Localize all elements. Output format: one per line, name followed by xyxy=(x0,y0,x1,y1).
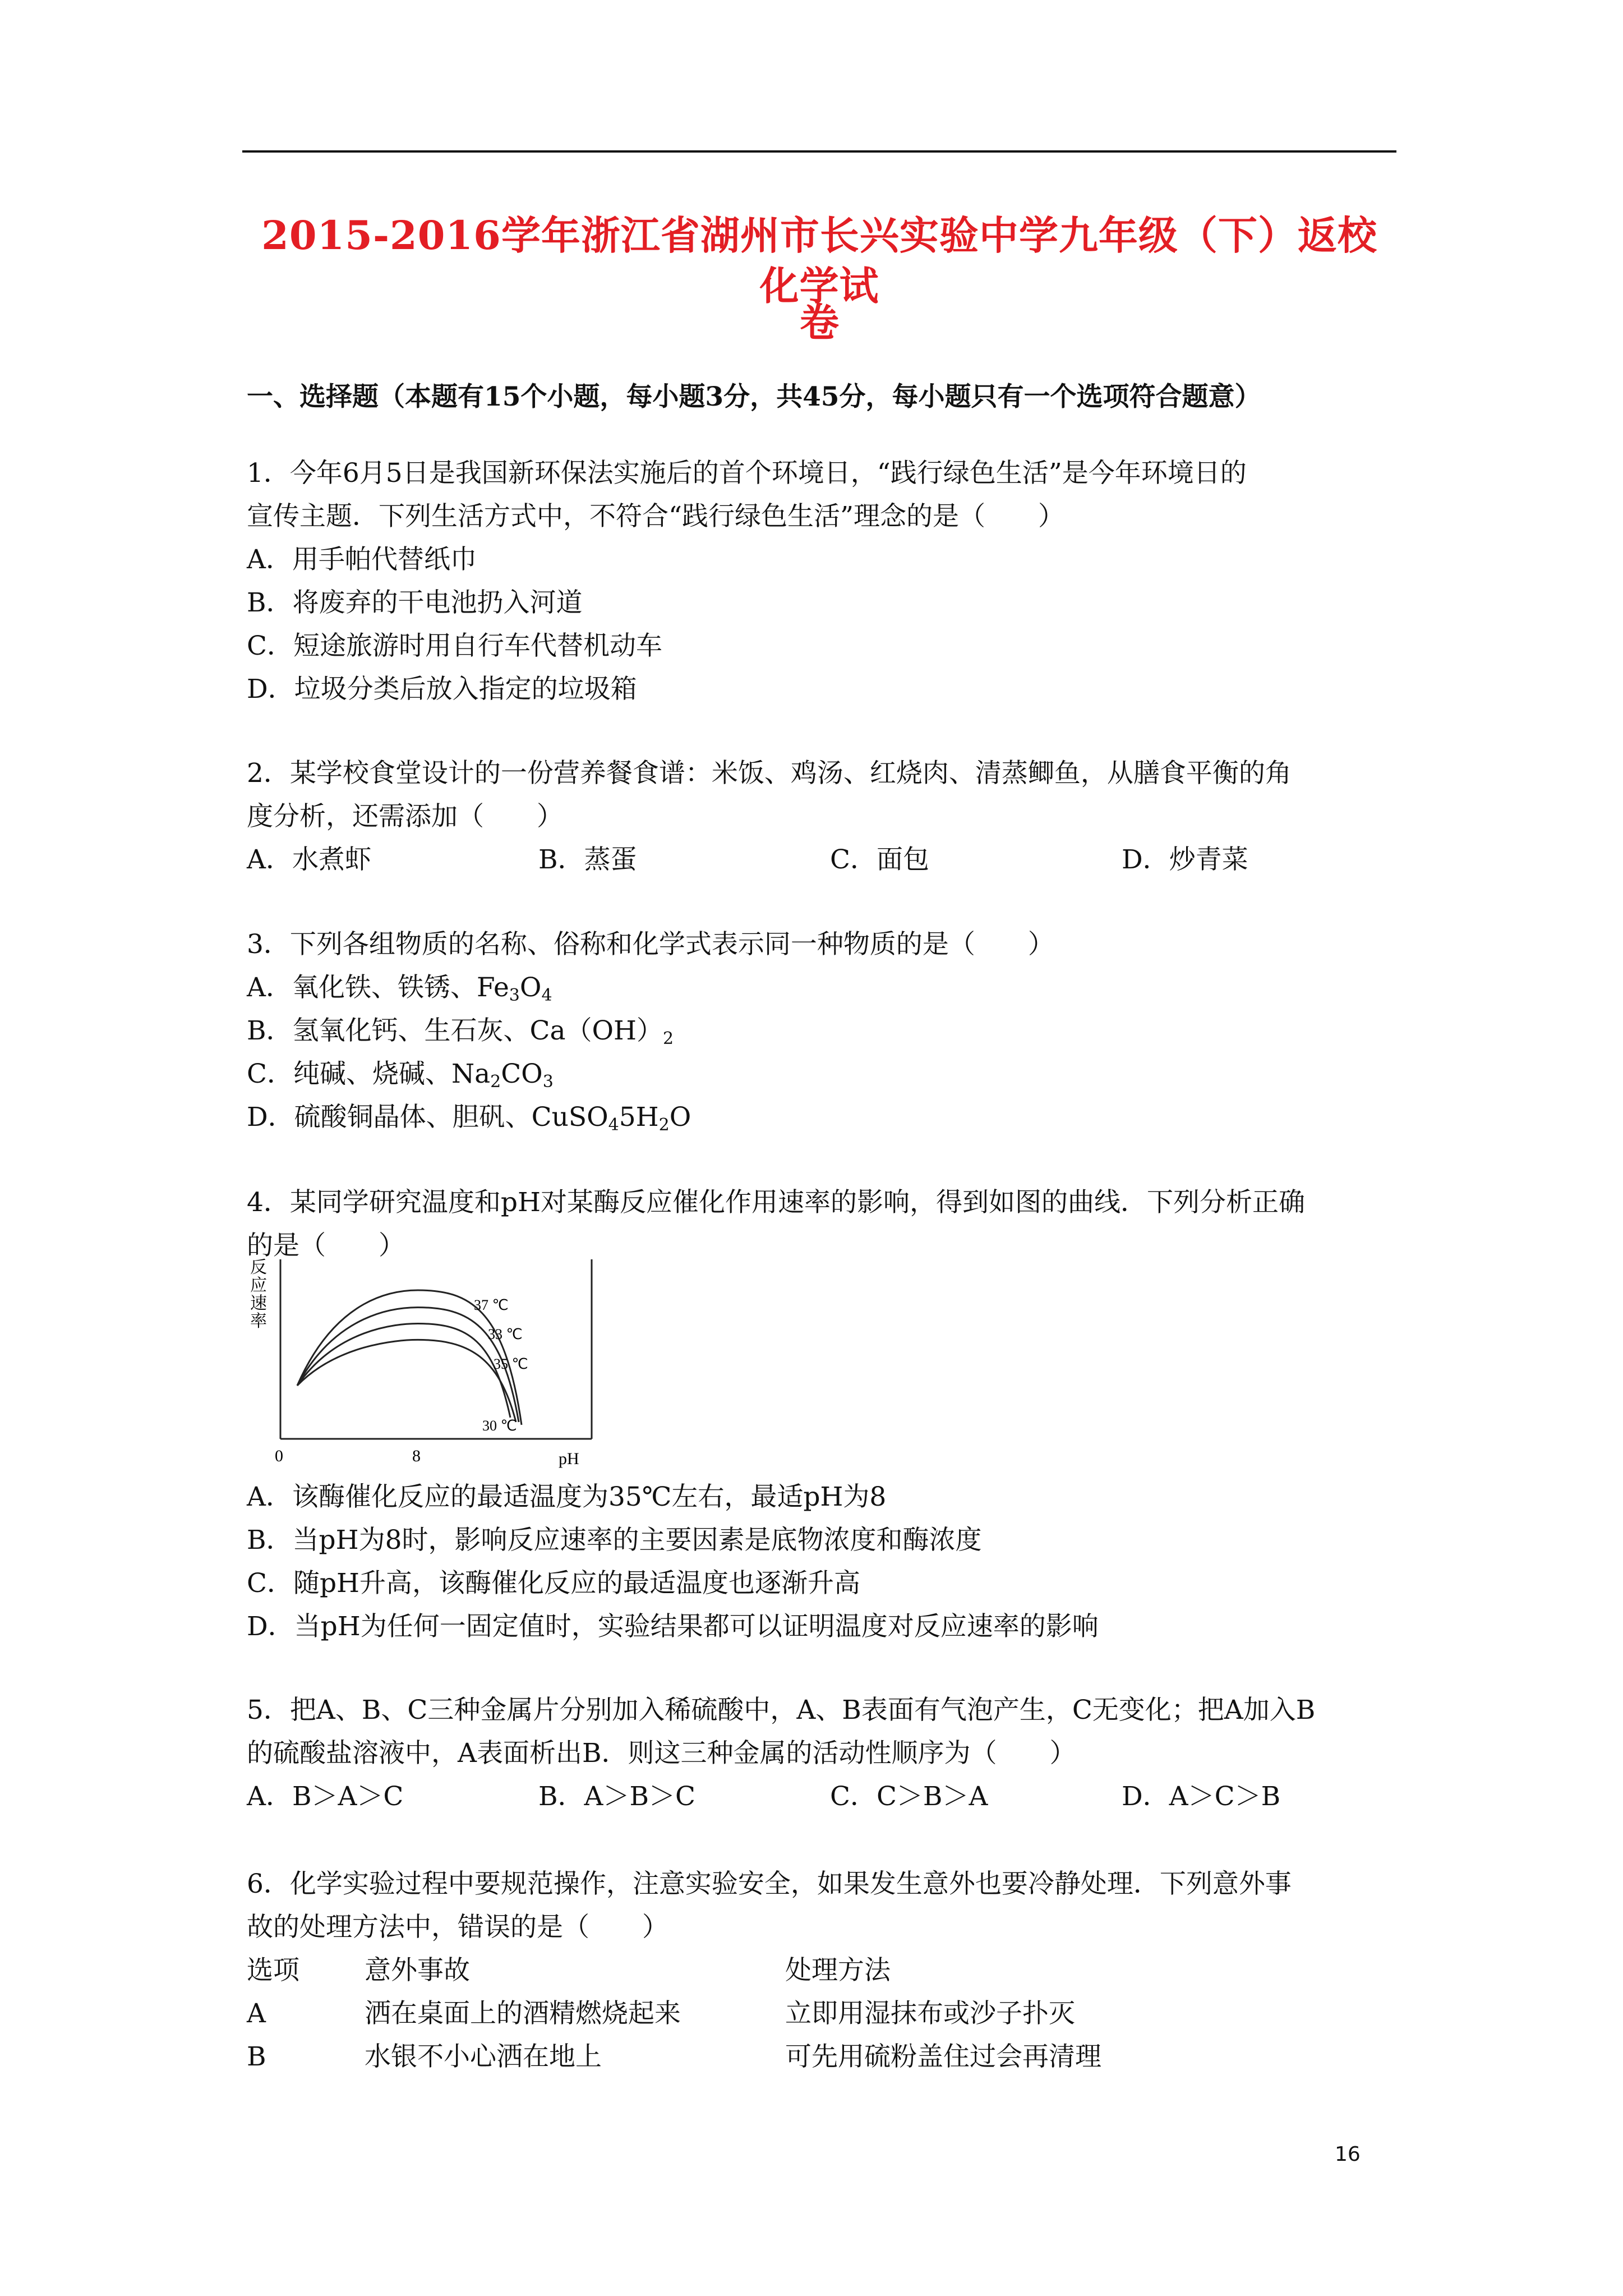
question-2-option-c: C．面包 xyxy=(830,844,929,875)
question-4-option-b: B．当pH为8时，影响反应速率的主要因素是底物浓度和酶浓度 xyxy=(247,1525,982,1556)
enzyme-rate-chart xyxy=(247,1254,606,1473)
question-5-option-a: A．B＞A＞C xyxy=(247,1781,404,1812)
table-cell-method: 可先用硫粉盖住过会再清理 xyxy=(785,2041,1101,2072)
curve-label-2: 35 ℃ xyxy=(494,1356,528,1372)
question-3-stem: 3．下列各组物质的名称、俗称和化学式表示同一种物质的是（ ） xyxy=(247,929,1054,960)
question-3-option-a: A．氧化铁、铁锈、$Fe_3O_4$ xyxy=(247,972,552,1005)
table-cell-accident: 洒在桌面上的酒精燃烧起来 xyxy=(365,1998,681,2029)
question-6 xyxy=(247,1862,1402,2078)
y-axis-label-3: 速 xyxy=(250,1294,267,1313)
exam-title-line2: 卷 xyxy=(800,299,839,346)
question-3-option-c: C．纯碱、烧碱、$Na_2CO_3$ xyxy=(247,1059,554,1092)
enzyme-rate-chart-svg xyxy=(247,1254,606,1473)
question-5-option-b: B．A＞B＞C xyxy=(538,1781,695,1812)
table-cell-method: 立即用湿抹布或沙子扑灭 xyxy=(785,1998,1075,2029)
question-5 xyxy=(247,1688,1402,1818)
question-5-option-d: D．A＞C＞B xyxy=(1122,1781,1281,1812)
question-1-option-c: C．短途旅游时用自行车代替机动车 xyxy=(247,631,662,661)
question-2-stem-line2: 度分析，还需添加（ ） xyxy=(247,801,563,832)
page-number: 16 xyxy=(1335,2143,1361,2166)
curve-2 xyxy=(297,1324,510,1418)
curve-label-3: 30 ℃ xyxy=(482,1418,517,1434)
question-6-stem-line2: 故的处理方法中，错误的是（ ） xyxy=(247,1912,668,1943)
question-1-option-d: D．垃圾分类后放入指定的垃圾箱 xyxy=(247,674,637,705)
question-4-option-a: A．该酶催化反应的最适温度为35℃左右，最适pH为8 xyxy=(247,1481,887,1512)
y-axis-label-2: 应 xyxy=(250,1276,267,1295)
table-row xyxy=(247,1992,1402,2035)
question-1-stem-line2: 宣传主题．下列生活方式中，不符合“践行绿色生活”理念的是（ ） xyxy=(247,501,1065,532)
table-cell-accident: 水银不小心洒在地上 xyxy=(365,2041,602,2072)
question-2-option-b: B．蒸蛋 xyxy=(538,844,637,875)
table-header-method: 处理方法 xyxy=(785,1955,891,1986)
question-1-stem-line1: 1．今年6月5日是我国新环保法实施后的首个环境日，“践行绿色生活”是今年环境日的 xyxy=(247,458,1247,489)
table-cell-option: B xyxy=(247,2041,266,2072)
question-4-option-c: C．随pH升高，该酶催化反应的最适温度也逐渐升高 xyxy=(247,1568,861,1599)
question-4-option-d: D．当pH为任何一固定值时，实验结果都可以证明温度对反应速率的影响 xyxy=(247,1611,1099,1642)
section-heading: 一、选择题（本题有15个小题，每小题3分，共45分，每小题只有一个选项符合题意） xyxy=(247,381,1261,412)
table-header-option: 选项 xyxy=(247,1955,299,1986)
question-5-stem-line2: 的硫酸盐溶液中，A表面析出B．则这三种金属的活动性顺序为（ ） xyxy=(247,1738,1076,1769)
table-row xyxy=(247,2035,1402,2078)
question-5-options xyxy=(247,1775,1402,1818)
x-axis-label: pH xyxy=(559,1450,579,1468)
question-5-option-c: C．C＞B＞A xyxy=(830,1781,988,1812)
question-1-option-b: B．将废弃的干电池扔入河道 xyxy=(247,587,583,618)
question-3 xyxy=(247,923,1402,1139)
question-2 xyxy=(247,752,1402,881)
header-rule xyxy=(242,150,1396,153)
table-header-accident: 意外事故 xyxy=(365,1955,470,1986)
question-3-option-d: D．硫酸铜晶体、胆矾、$CuSO_45H_2O$ xyxy=(247,1102,691,1135)
question-2-option-d: D．炒青菜 xyxy=(1122,844,1248,875)
question-4-options xyxy=(247,1475,1402,1648)
question-4-stem-line1: 4．某同学研究温度和pH对某酶反应催化作用速率的影响，得到如图的曲线．下列分析正确 xyxy=(247,1187,1305,1218)
exam-title-line1: 2015-2016学年浙江省湖州市长兴实验中学九年级（下）返校化学试 xyxy=(261,212,1377,309)
x-tick-0: 0 xyxy=(275,1447,283,1465)
question-6-stem-line1: 6．化学实验过程中要规范操作，注意实验安全，如果发生意外也要冷静处理．下列意外事 xyxy=(247,1869,1292,1899)
question-6-table-header xyxy=(247,1949,1402,1992)
table-cell-option: A xyxy=(247,1998,266,2029)
question-4-stem-line2: 的是（ ） xyxy=(247,1230,405,1261)
question-2-option-a: A．水煮虾 xyxy=(247,844,371,875)
curve-label-0: 37 ℃ xyxy=(474,1297,509,1313)
y-axis-label-4: 率 xyxy=(250,1312,267,1331)
question-3-option-b: B．氢氧化钙、生石灰、$Ca(OH)_2$ xyxy=(247,1015,674,1048)
curve-label-1: 33 ℃ xyxy=(488,1326,523,1342)
question-2-stem-line1: 2．某学校食堂设计的一份营养餐食谱：米饭、鸡汤、红烧肉、清蒸鲫鱼，从膳食平衡的角 xyxy=(247,758,1292,789)
x-tick-8: 8 xyxy=(412,1447,421,1465)
question-2-options xyxy=(247,838,1402,881)
question-5-stem-line1: 5．把A、B、C三种金属片分别加入稀硫酸中，A、B表面有气泡产生，C无变化；把A加入B xyxy=(247,1695,1316,1726)
question-1-option-a: A．用手帕代替纸巾 xyxy=(247,544,477,575)
question-1 xyxy=(247,452,1402,711)
y-axis-label-1: 反 xyxy=(250,1258,267,1277)
